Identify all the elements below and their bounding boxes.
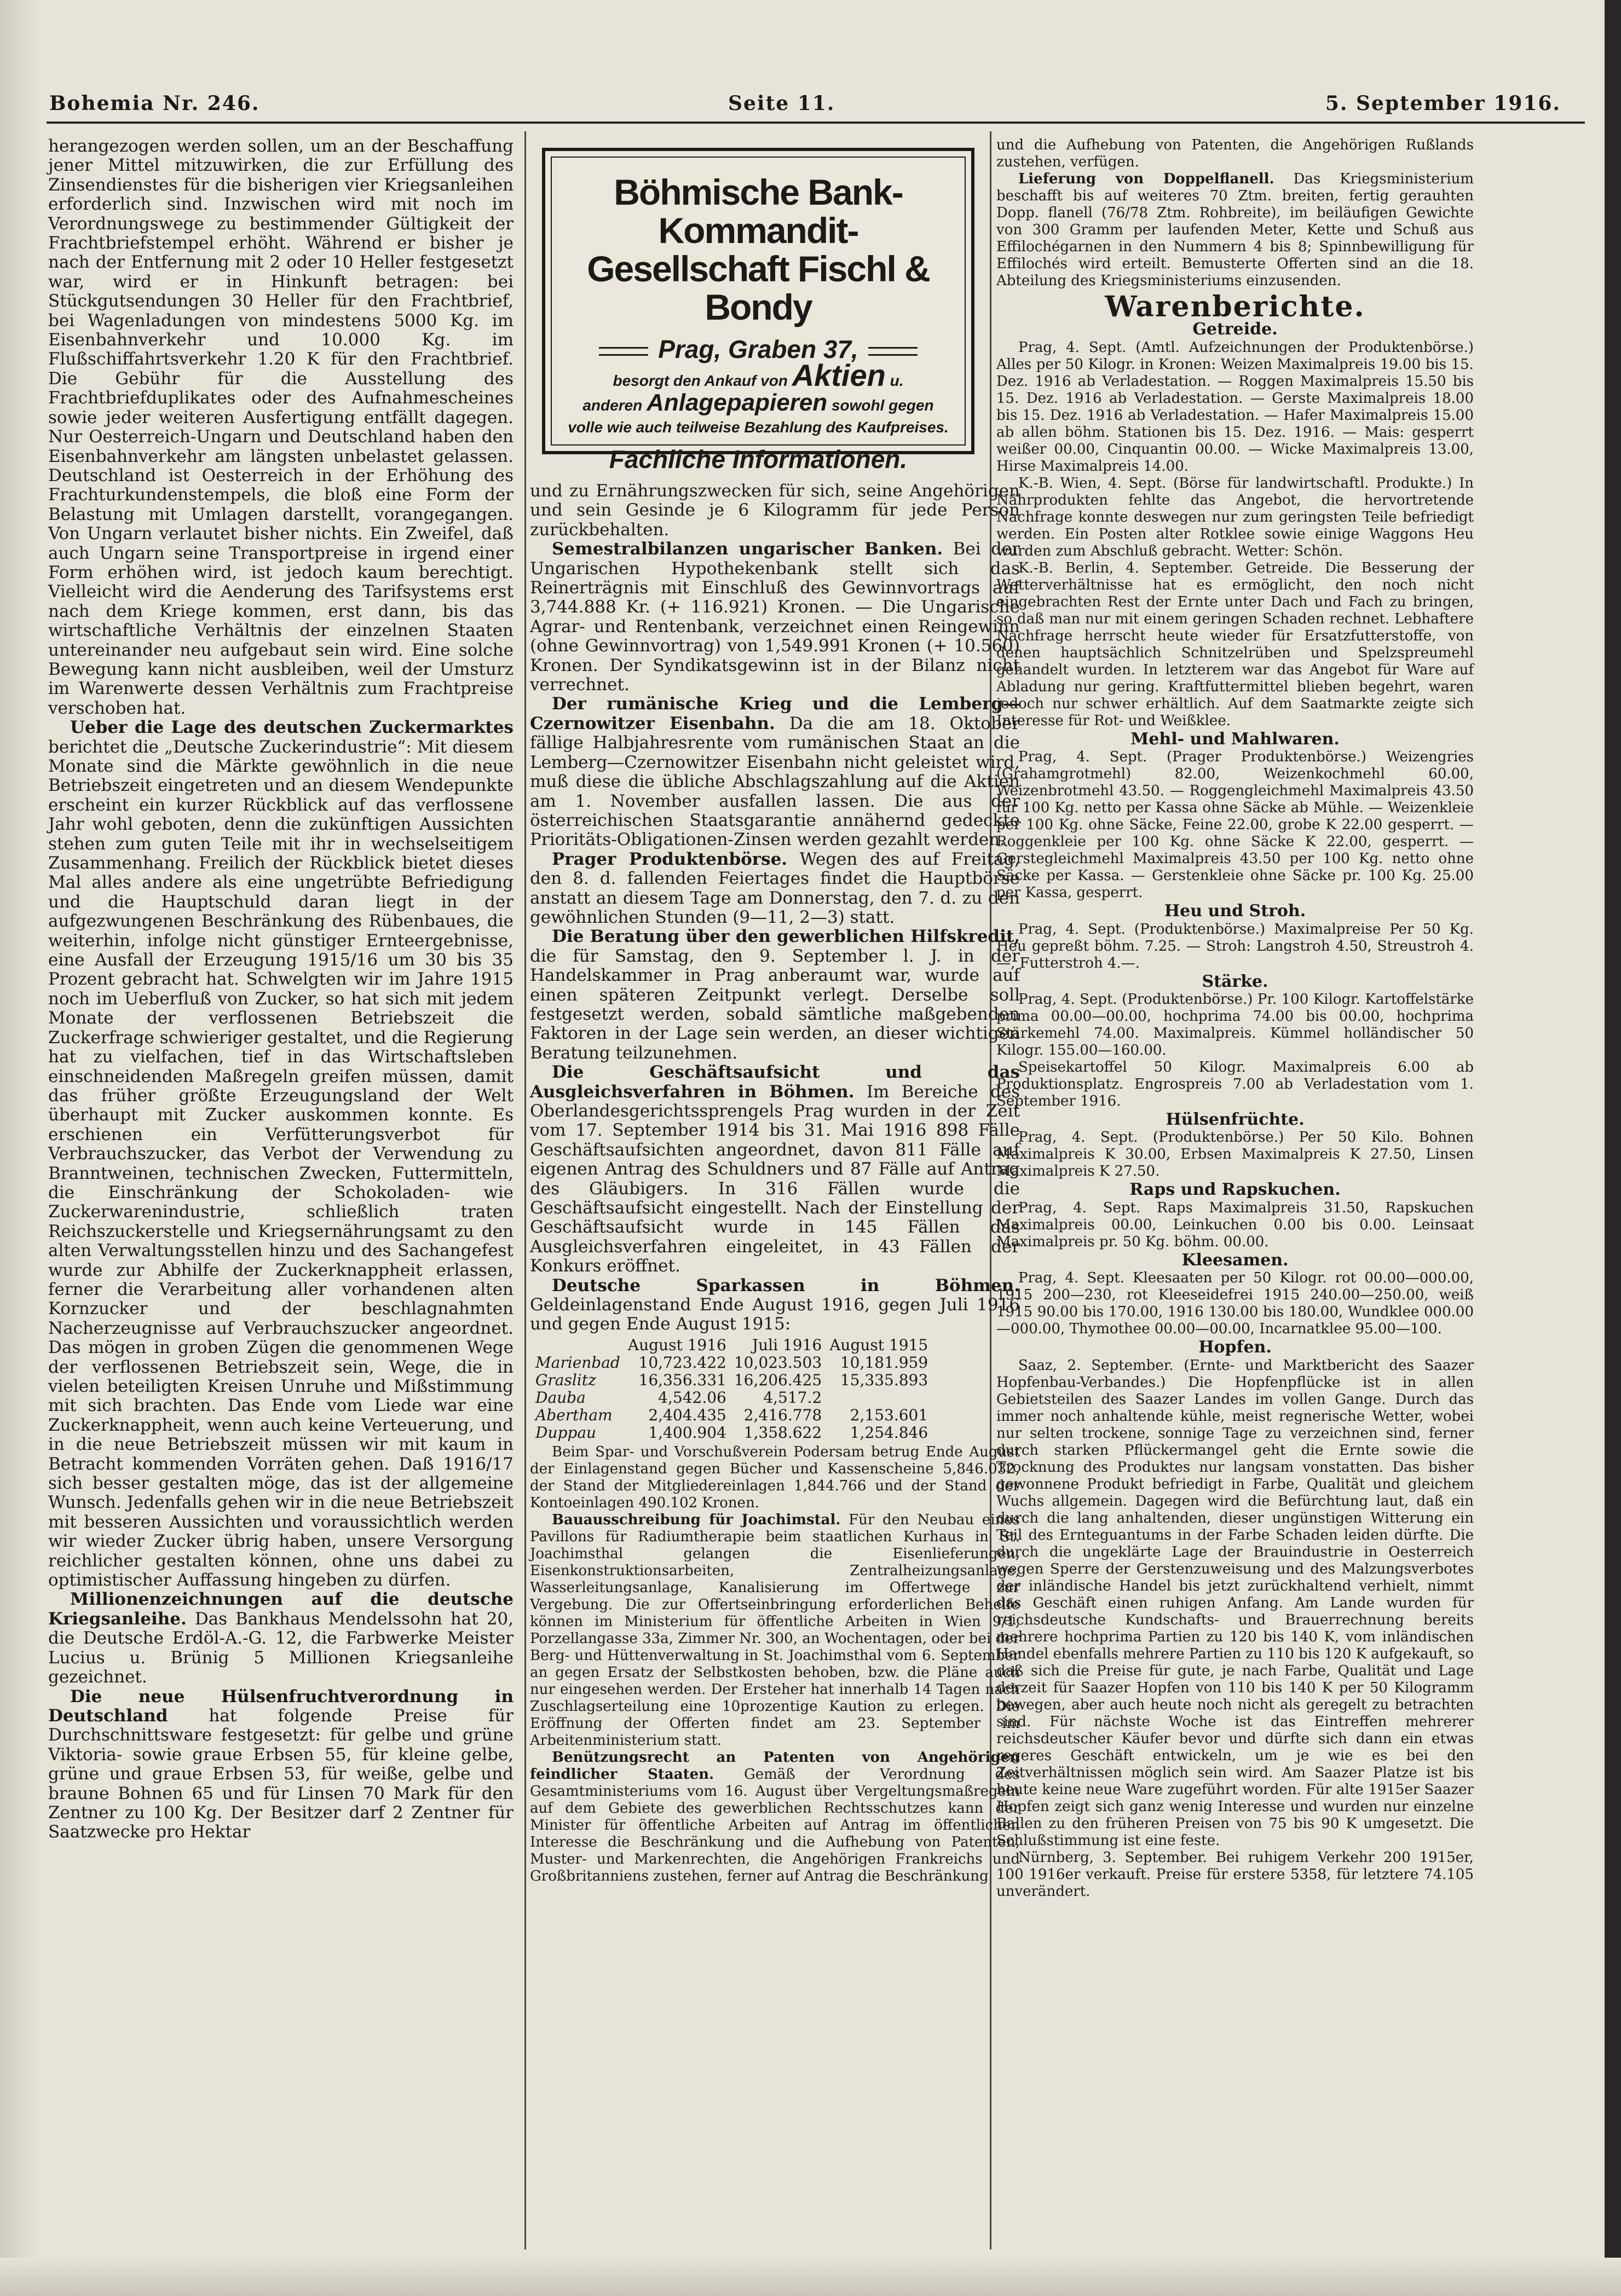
article-heading: Die neue Hülsenfruchtverordnung in Deutschland: [48, 1686, 514, 1726]
table-row: [535, 1354, 936, 1372]
article-text: berichtet die „Deutsche Zuckerindustrie“: Mit diesem Monate sind die Märkte gewöhnlich in die neue Betriebszeit eingetreten und an diesem Wendepunkte erscheint ein kurzer Rückblick auf das verflossene Jahr wohl geboten, denn die zukünftigen Aussichten stehen zum guten Teile mit ihr in wechselseitigem Zusammenhang. Freilich der Rückblick bietet dieses Mal alles andere als eine ungetrübte Befriedigung und die Hauptschuld daran liegt in der aufgezwungenen Beschränkung des Rübenbaues, die weiterhin, infolge nicht günstiger Ernteergebnisse, eine Ausfall der Erzeugung 1915/16 um 30 bis 35 Prozent gebracht hat. Schwelgten wir im Jahre 1915 noch im Ueberfluß von Zucker, so hat sich mit jedem Monate der verflossenen Betriebszeit die Zuckerfrage schwieriger gestaltet, und die Regierung hat zu vielfachen, tief in das Wirtschaftsleben einschneidenden Maßregeln greifen müssen, damit das früher größte Erzeugungsland der Welt überhaupt mit Zucker auskommen konnte. Es erschienen ein Verfütterungsverbot für Verbrauchszucker, das Verbot der Verwendung zu Branntweinen, technischen Zwecken, Futtermitteln, die Einschränkung der Schokoladen- wie Zuckerwarenindustrie, schließlich traten Reichszuckerstelle und Kriegsernährungsamt zu den alten Verwaltungsstellen hinzu und des Sachangefest wurde zur Abhilfe der Zuckerknappheit erlassen, ferner die Verarbeitung aller vorhandenen alten Kornzucker und der beschlagnahmten Nacherzeugnisse auf Verbrauchszucker angeordnet. Das mögen in groben Zügen die genommenen Wege der verflossenen Betriebszeit sein, Wege, die in vielen beteiligten Kreisen Unruhe und Mißstimmung mit sich brachten. Das Ende vom Liede war eine Zuckerknappheit, wenn auch keine Verteuerung, und in die neue Betriebszeit müssen wir mit kaum in Betracht kommenden Vorräten gehen. Daß 1916/17 sich besser gestalten möge, das ist der allgemeine Wunsch. Jedenfalls gehen wir in die neue Betriebszeit mit besseren Aussichten und voraussichtlich werden wir wieder Zucker übrig haben, unsere Versorgung reichlicher gestalten können, ohne uns dabei zu optimistischer Auffassung hingeben zu dürfen.: [48, 737, 514, 1591]
subsection-title: Mehl- und Mahlwaren.: [1130, 729, 1340, 749]
table-cell: 10,723.422: [638, 1353, 726, 1372]
table-row: [535, 1389, 936, 1407]
market-report: K.-B. Berlin, 4. September. Getreide. Die Besserung der Wetterverhältnisse hat es ermöglicht, den noch nicht eingebrachten Rest der Ernte unter Dach und Fach zu bringen, so daß man nur mit einem geringen Schaden rechnet. Lebhaftere Nachfrage herrscht heute wieder für Ersatzfutterstoffe, von denen hauptsächlich Schnitzelrüben und Spelzspreumehl gehandelt wurden. In letzterem war das Angebot für Ware auf Abladung nur gering. Kraftfuttermittel blieben begehrt, waren jedoch nur schwer erhältlich. Auf dem Saatmarkte zeigte sich Interesse für Rot- und Weißklee.: [996, 559, 1474, 729]
ad-emphasis: Aktien: [792, 358, 886, 392]
column-1: [48, 137, 514, 1842]
subsection-title: Hülsenfrüchte.: [1166, 1110, 1305, 1130]
column-3: [996, 137, 1474, 1900]
article-text: Für den Neubau eines Pavillons für Radiumtherapie beim staatlichen Kurhaus in St. Joachimsthal gelangen die Eisenlieferungen, Eisenkonstruktionsarbeiten, Zentralheizungsanlage, Wasserleitungsanlage, Kanalisierung im Offertwege zur Vergebung. Die zur Offertseinbringung erforderlichen Behelfe können im Ministerium für öffentliche Arbeiten in Wien 9/1, Porzellangasse 33a, Zimmer Nr. 300, an Wochentagen, oder bei der Berg- und Hüttenverwaltung in St. Joachimsthal vom 6. September an gegen Ersatz der Selbstkosten behoben, bzw. die Pläne auch nur eingesehen werden. Der Ersteher hat innerhalb 14 Tagen nach Zuschlagserteilung eine 10prozentige Kaution zu erlegen. Die Eröffnung der Offerten findet am 23. September im Arbeitenministerium statt.: [530, 1511, 1020, 1749]
scan-edge: [0, 0, 38, 2296]
market-report: Prag, 4. Sept. (Produktenbörse.) Pr. 100 Kilogr. Kartoffelstärke prima 00.00—00.00, hochprima 74.00 bis 00.00, hochprima Stärkemehl 74.00. Maximalpreis. Kümmel holländischer 50 Kilogr. 155.00—160.00.: [996, 991, 1474, 1059]
ad-address: Prag, Graben 37,: [552, 334, 965, 365]
market-report: Prag, 4. Sept. (Amtl. Aufzeichnungen der Produktenbörse.) Alles per 50 Kilogr. in Kronen: Weizen Maximalpreis 19.00 bis 15. Dez. 1916 ab Verladestation. — Roggen Maximalpreis 15.50 bis 15. Dez. 1916 ab Verladestation. — Gerste Maximalpreis 18.00 bis 15. Dez. 1916 ab Verladestation. — Hafer Maximalpreis 15.00 ab allen böhm. Stationen bis 15. Dez. 1916. — Mais: gesperrt weißer 00.00, Cinquantin 00.00. — Wicke Maximalpreis 13.00, Hirse Maximalpreis 14.00.: [996, 339, 1474, 475]
article-text: Im Bereiche des Oberlandesgerichtssprengels Prag wurden in der Zeit vom 17. September 1914 bis 31. Mai 1916 898 Fälle Geschäftsaufsichten angeordnet, davon 811 Fälle auf eigenen Antrag des Schuldners und 87 Fälle auf Antrag des Gläubigers. In 316 Fällen wurde die Geschäftsaufsicht eingestellt. Nach der Einstellung der Geschäftsaufsicht wurde in 145 Fällen das Ausgleichsverfahren eingeleitet, in 43 Fällen der Konkurs eröffnet.: [530, 1082, 1020, 1276]
article-text: Wegen des auf Freitag, den 8. d. fallenden Feiertages findet die Hauptbörse anstatt an diesem Tage am Donnerstag, den 7. d. zu den gewöhnlichen Stunden (9—11, 2—3) statt.: [530, 849, 1020, 927]
section-title: Warenberichte.: [1105, 290, 1365, 323]
running-head-paper: Bohemia Nr. 246.: [49, 92, 260, 115]
article-heading: Die Geschäftsaufsicht und das Ausgleichsverfahren in Böhmen.: [530, 1062, 1020, 1102]
market-report: Nürnberg, 3. September. Bei ruhigem Verkehr 200 1915er, 100 1916er verkauft. Preise für erstere 5358, für letztere 74.105 unverändert.: [996, 1849, 1474, 1900]
article-text: Das Kriegsministerium beschafft bis auf weiteres 70 Ztm. breiten, fertig gerauhten Dopp. flanell (76/78 Ztm. Rohbreite), im beiläufigen Gewichte von 300 Gramm per laufenden Meter, Kette und Schuß aus Effilochégarnen in den Nummern 4 bis 8; Spinnbewilligung für Effilochés wird erteilt. Bemusterte Offerten sind an die 18. Abteilung des Kriegsministeriums einzusenden.: [996, 171, 1474, 289]
table-header-row: [535, 1337, 936, 1354]
subsection-title: Getreide.: [1192, 320, 1278, 339]
running-head-date: 5. September 1916.: [1325, 92, 1561, 115]
table-cell: Marienbad: [535, 1353, 620, 1372]
subsection-title: Stärke.: [1202, 971, 1268, 991]
article-heading: Prager Produktenbörse.: [552, 849, 788, 869]
article-text: Das Bankhaus Mendelssohn hat 20, die Deutsche Erdöl-A.-G. 12, die Farbwerke Meister Lucius u. Brünig 5 Millionen Kriegsanleihe gezeichnet.: [48, 1609, 514, 1687]
table-cell: Duppau: [535, 1423, 597, 1442]
table-cell: 4,517.2: [763, 1388, 822, 1407]
table-cell: 1,254.846: [850, 1423, 928, 1442]
subsection-title: Heu und Stroh.: [1164, 901, 1306, 921]
table-cell: [829, 1389, 936, 1407]
market-report: Prag, 4. Sept. (Produktenbörse.) Per 50 Kilo. Bohnen Maximalpreis K 30.00, Erbsen Maximalpreis K 27.50, Linsen Maximalpreis K 27.50.: [996, 1129, 1474, 1180]
article-text: Bei der Ungarischen Hypothekenbank stellt sich das Reinerträgnis mit Einschluß des Gewinnvortrags auf 3,744.888 Kr. (+ 116.921) Kronen. — Die Ungarische Agrar- und Rentenbank, verzeichnet einen Reingewinn (ohne Gewinnvortrag) von 1,549.991 Kronen (+ 10.560) Kronen. Der Syndikatsgewinn ist in der Bilanz nicht verrechnet.: [530, 539, 1020, 695]
article-heading: Die Beratung über den gewerblichen Hilfskredit,: [552, 927, 1020, 947]
market-report: Speisekartoffel 50 Kilogr. Maximalpreis 6.00 ab Produktionsplatz. Engrospreis 7.00 ab Verladestation vom 1. September 1916.: [996, 1059, 1474, 1110]
ad-bank-name: Gesellschaft Fischl & Bondy: [587, 248, 930, 327]
scan-edge: [1605, 0, 1621, 2296]
market-report: Prag, 4. Sept. Raps Maximalpreis 31.50, Rapskuchen Maximalpreis 00.00, Leinkuchen 0.00 bis 0.00. Leinsaat Maximalpreis pr. 50 Kg. böhm. 00.00.: [996, 1199, 1474, 1250]
article-heading: Ueber die Lage des deutschen Zuckermarktes: [70, 718, 514, 738]
subsection-title: Kleesamen.: [1181, 1250, 1289, 1270]
table-cell: 4,542.06: [658, 1388, 726, 1407]
article-text: hat folgende Preise für Durchschnittsware festgesetzt: für gelbe und grüne Viktoria- sowie graue Erbsen 55, für kleine gelbe, grüne und graue Erbsen 53, für weiße, gelbe und braune Bohnen 65 und für Linsen 70 Mark für den Zentner zu 100 Kg. Der Besitzer darf 2 Zentner für Saatzwecke pro Hektar: [48, 1705, 514, 1842]
ad-text: Fachliche Informationen.: [609, 445, 908, 473]
article-heading: Bauausschreibung für Joachimstal.: [552, 1511, 841, 1528]
table-cell: Graslitz: [535, 1370, 596, 1389]
table-cell: 10,181.959: [840, 1353, 928, 1372]
table-cell: 2,153.601: [850, 1406, 928, 1424]
table-header: August 1915: [829, 1335, 928, 1354]
article-text: die für Samstag, den 9. September l. J. in der Handelskammer in Prag anberaumt war, wurde auf einen späteren Zeitpunkt verlegt. Derselbe soll festgesetzt werden, sobald sämtliche maßgebenden Faktoren in der Lage sein werden, an dieser wichtigen Beratung teilzunehmen.: [530, 946, 1020, 1063]
market-report: Prag, 4. Sept. (Produktenbörse.) Maximalpreise Per 50 Kg. Heu gepreßt böhm. 7.25. — Stroh: Langstroh 4.50, Streustroh 4.—, Futterstroh 4.—.: [996, 921, 1474, 971]
subsection-title: Hopfen.: [1198, 1338, 1272, 1357]
article-heading: Deutsche Sparkassen in Böhmen.: [552, 1275, 1020, 1296]
table-cell: 16,356.331: [638, 1370, 726, 1389]
table-cell: 2,416.778: [743, 1406, 822, 1424]
table-cell: 1,400.904: [648, 1423, 726, 1442]
ad-inner-border: [551, 157, 966, 473]
ad-emphasis: Anlagepapieren: [647, 389, 828, 416]
article-text: und zu Ernährungszwecken für sich, seine Angehörigen und sein Gesinde je 6 Kilogramm für jede Person zurückbehalten.: [530, 481, 1020, 540]
article-text: herangezogen werden sollen, um an der Beschaffung jener Mittel mitzuwirken, die zur Erfüllung des Zinsendienstes für die bisherigen vier Kriegsanleihen erforderlich sind. Inzwischen wird mit noch im Verordnungswege zu bestimmender Gültigkeit der Frachtbriefstempel erhöht. Während er bisher je nach der Entfernung mit 2 oder 10 Heller festgesetzt war, wird er in Hinkunft betragen: bei Stückgutsendungen 30 Heller für den Frachtbrief, bei Wagenladungen von mindestens 5000 Kg. im Eisenbahnverkehr und 10.000 Kg. im Flußschiffahrtsverkehr 1.20 K für den Frachtbrief. Die Gebühr für die Ausstellung des Frachtbriefduplikates oder des Aufnahmescheines sowie jeder weiteren Ausfertigung entfällt dagegen. Nur Oesterreich-Ungarn und Deutschland haben den Eisenbahnverkehr am längsten unbelastet gelassen. Deutschland ist Oesterreich in der Erhöhung des Frachturkundenstempels, die bloß eine Form der Belastung mit Umlagen darstellt, vorangegangen. Von Ungarn verlautet bisher nichts. Ein Zweifel, daß auch Ungarn seine Transportpreise in irgend einer Form erhöhen wird, ist jedoch kaum berechtigt. Vielleicht wird die Aenderung des Tarifsystems erst nach dem Kriege kommen, erst dann, bis das wirtschaftliche Verhältnis der einzelnen Staaten untereinander neu aufgebaut sein wird. Eine solche Bewegung kann nicht ausbleiben, weil der Umsturz im Warenwerte dessen Verhältnis zum Frachtpreise verschoben hat.: [48, 136, 514, 718]
article-text: Da die am 18. Oktober fällige Halbjahresrente vom rumänischen Staat an die Lemberg—Czernowitzer Eisenbahn nicht geleistet wird, muß diese die übliche Abschlagszahlung auf die Aktien am 1. November ausfallen lassen. Die aus der österreichischen Staatsgarantie annähernd gedeckte Prioritäts-Obligationen-Zinsen werden gezahlt werden.: [530, 713, 1020, 850]
column-2: [530, 482, 1020, 1885]
bank-advertisement: [542, 148, 974, 473]
header-rule: [47, 122, 1585, 124]
table-row: [535, 1424, 936, 1442]
table-cell: Dauba: [535, 1388, 586, 1407]
ad-text: sowohl gegen: [831, 397, 934, 414]
article-text: und die Aufhebung von Patenten, die Angehörigen Rußlands zustehen, verfügen.: [996, 137, 1474, 170]
running-head-page: Seite 11.: [728, 92, 835, 115]
table-row: [535, 1407, 936, 1424]
table-header: August 1916: [627, 1335, 726, 1354]
market-report: Saaz, 2. September. (Ernte- und Marktbericht des Saazer Hopfenbau-Verbandes.) Die Hopfenpflücke ist in allen Gebietsteilen des Saazer Landes im vollen Gange. Durch das immer noch anhaltende kühle, meist regnerische Wetter, wobei nur selten trockene, sonnige Tage zu verzeichnen sind, ferner durch starken Pflückermangel geht die Ernte sowie die Trocknung des Produktes nur langsam vonstatten. Das bisher gewonnene Produkt befriedigt in Farbe, Qualität und gleichem Wuchs allgemein. Dagegen wird die Befürchtung laut, daß ein durch die lang anhaltenden, dieser ungünstigen Witterung ein Teil des Ernteguantums in der Farbe Schaden leiden dürfte. Die durch die ungeklärte Lage der Brauindustrie in Oesterreich wegen Sperre der Gerstenzuweisung und des Malzungsverbotes der inländische Handel bis jetzt zurückhaltend verhielt, nimmt das Geschäft einen ruhigen Anfang. Am Lande wurden für reichsdeutsche Kundschafts- und Brauerrechnung bereits mehrere hochprima Partien zu 120 bis 140 K, vom inländischen Handel ebenfalls mehrere Partien zu 110 bis 120 K aufgekauft, so daß sich die Preise für gute, je nach Farbe, Qualität und Lage derzeit für Saazer Hopfen von 110 bis 140 K per 50 Kilogramm bewegen, aber auch heute noch nicht als geregelt zu betrachten sind. Für nächste Woche ist das Eintreffen mehrerer reichsdeutscher Käufer bevor und dürfte sich dann ein etwas regeres Geschäft entwickeln, um je wie es bei den Zeitverhältnissen möglich sein wird. Am Saazer Platze ist bis heute keine neue Ware zugeführt worden. Für alte 1915er Saazer Hopfen zeigt sich ganz wenig Interesse und wurden nur einzelne Ballen zu den früheren Preisen von 75 bis 90 K umgesetzt. Die Schlußstimmung ist eine feste.: [996, 1357, 1474, 1849]
subsection-title: Raps und Rapskuchen.: [1129, 1180, 1341, 1200]
table-cell: 10,023.503: [734, 1353, 822, 1372]
column-rule: [524, 131, 526, 2249]
article-text: Beim Spar- und Vorschußverein Podersam betrug Ende August der Einlagenstand gegen Bücher und Kassenscheine 5,846.032, der Stand der Mitgliedereinlagen 1,844.766 und der Stand der Kontoeinlagen 490.102 Kronen.: [530, 1443, 1020, 1511]
table-cell: 15,335.893: [840, 1370, 928, 1389]
ad-text: u.: [890, 372, 904, 389]
article-heading: Millionenzeichnungen auf die deutsche Kriegsanleihe.: [48, 1589, 514, 1629]
market-report: Prag, 4. Sept. Kleesaaten per 50 Kilogr. rot 00.00—000.00, 1915 200—230, rot Kleeseidefrei 1915 240.00—250.00, weiß 1915 90.00 bis 170.00, 1916 130.00 bis 180.00, Wundklee 000.00—000.00, Thymothee 00.00—00.00, Incarnatklee 95.00—100.: [996, 1270, 1474, 1338]
article-text: Geldeinlagenstand Ende August 1916, gegen Juli 1916 und gegen Ende August 1915:: [530, 1295, 1020, 1334]
table-cell: 1,358.622: [743, 1423, 822, 1442]
article-text: Gemäß der Verordnung des Gesamtministeriums vom 16. August über Vergeltungsmaßregeln auf dem Gebiete des gewerblichen Rechtsschutzes kann der Minister für öffentliche Arbeiten auf Antrag im öffentlichen Interesse die Beschränkung und die Aufhebung von Patenten, Muster- und Markenrechten, die Angehörigen Frankreichs und Großbritanniens zustehen, ferner auf Antrag die Beschränkung: [530, 1766, 1020, 1884]
ad-text: anderen: [582, 397, 643, 414]
ad-text: volle wie auch teilweise Bezahlung des Kaufpreises.: [568, 419, 949, 436]
article-heading: Semestralbilanzen ungarischer Banken.: [552, 539, 943, 559]
ad-bank-name: Böhmische Bank-Kommandit-: [614, 172, 903, 251]
table-cell: 16,206.425: [734, 1370, 822, 1389]
article-heading: Lieferung von Doppelflanell.: [1018, 171, 1274, 187]
table-cell: 2,404.435: [648, 1406, 726, 1424]
table-row: [535, 1372, 936, 1389]
table-header: [535, 1337, 628, 1354]
article-heading: Benützungsrecht an Patenten von Angehörigen feindlicher Staaten.: [530, 1749, 1020, 1783]
table-header: Juli 1916: [752, 1335, 822, 1354]
ad-text: besorgt den Ankauf von: [613, 372, 788, 389]
article-heading: Der rumänische Krieg und die Lemberg—Czernowitzer Eisenbahn.: [530, 694, 1020, 733]
market-report: K.-B. Wien, 4. Sept. (Börse für landwirtschaftl. Produkte.) In Nährprodukten fehlte das Angebot, die hervortretende Nachfrage konnte deswegen nur zum geringsten Teile befriedigt werden. Ein Posten alter Rotklee sowie einige Waggons Heu wurden zum Abschluß gebracht. Wetter: Schön.: [996, 475, 1474, 559]
scan-edge: [0, 2258, 1621, 2296]
savings-table: [535, 1337, 936, 1442]
market-report: Prag, 4. Sept. (Prager Produktenbörse.) Weizengries (Grahamgrotmehl) 82.00, Weizenkochmehl 60.00, Weizenbrotmehl 43.50. — Roggengleichmehl Maximalpreis 43.50 für 100 Kg. netto per Kassa ohne Säcke ab Mühle. — Weizenkleie per 100 Kg. ohne Säcke, Feine 22.00, grobe K 22.00 gesperrt. — Roggenkleie per 100 Kg. ohne Säcke K 22.00, gesperrt. — Gerstegleichmehl Maximalpreis 43.50 per 100 Kg. netto ohne Säcke per Kassa. — Gerstenkleie ohne Säcke pr. 100 Kg. 25.00 per Kassa, gesperrt.: [996, 749, 1474, 901]
table-cell: Abertham: [535, 1406, 613, 1424]
